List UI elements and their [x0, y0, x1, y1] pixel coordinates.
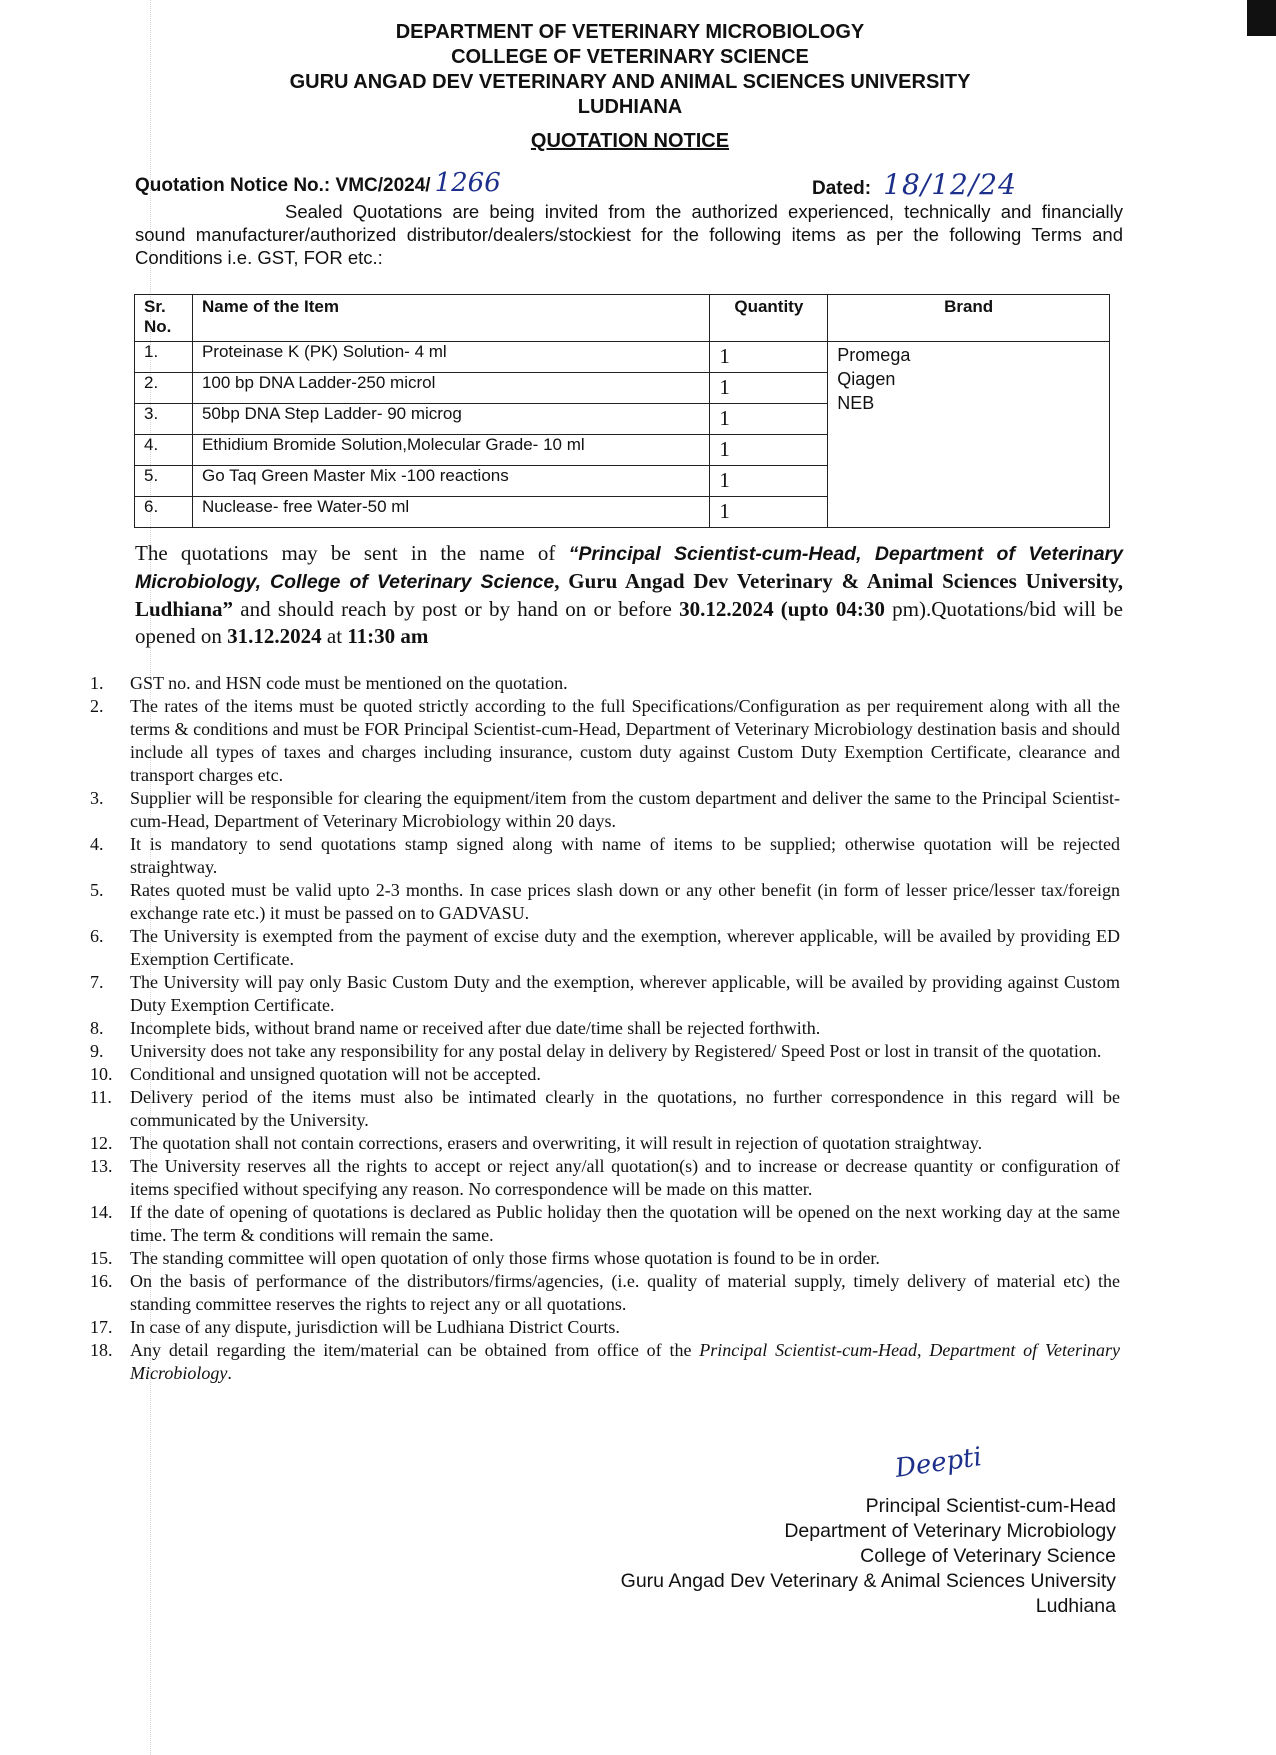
date-handwritten: 18/12/24 [883, 168, 1017, 201]
brand-neb: NEB [837, 393, 875, 413]
quotation-number-label: Quotation Notice No.: VMC/2024/ [135, 175, 431, 196]
submission-university: , Guru Angad Dev Veterinary & Animal Sciences University, Ludhiana” [135, 569, 1123, 621]
term-text: The University is exempted from the payment of excise duty and the exemption, wherever applicable, will be availed by providing ED Exemption Certificate. [130, 926, 1120, 969]
term-number: 1. [90, 673, 104, 693]
row-item-name: 100 bp DNA Ladder-250 microl [192, 373, 709, 404]
term-text: The University will pay only Basic Custom Duty and the exemption, wherever applicable, will be availed by providing against Custom Duty Exemption Certificate. [130, 972, 1120, 1015]
brand-cell [828, 342, 1110, 528]
term-item [80, 1316, 1120, 1339]
term-text: Delivery period of the items must also be intimated clearly in the quotations, no further correspondence in this regard will be communicated by the University. [130, 1087, 1120, 1130]
term-text: The rates of the items must be quoted strictly according to the full Specifications/Configuration as per requirement along with all the terms & conditions and must be FOR Principal Scientist-cum-Head, Department of Veterinary Microbiology destination basis and should include all types of taxes and charges including insurance, custom duty against Custom Duty Exemption Certificate, clearance and transport charges etc. [130, 696, 1120, 785]
row-item-name: Ethidium Bromide Solution,Molecular Grade- 10 ml [192, 435, 709, 466]
term-item [80, 1040, 1120, 1063]
signatory-title: Principal Scientist-cum-Head [865, 1495, 1116, 1517]
term-text: GST no. and HSN code must be mentioned on the quotation. [130, 673, 568, 693]
term-text: The University reserves all the rights to accept or reject any/all quotation(s) and to increase or decrease quantity or configuration of items specified without specifying any reason. No correspondence will be made on this matter. [130, 1156, 1120, 1199]
row-sr: 2. [135, 373, 193, 404]
row-quantity: 1 [710, 404, 828, 435]
row-sr: 4. [135, 435, 193, 466]
submission-open-date: 31.12.2024 [227, 624, 322, 648]
term-text: The quotation shall not contain corrections, erasers and overwriting, it will result in rejection of quotation straightway. [130, 1133, 983, 1153]
row-sr: 3. [135, 404, 193, 435]
letterhead-university: GURU ANGAD DEV VETERINARY AND ANIMAL SCIENCES UNIVERSITY [289, 71, 971, 93]
submission-paragraph [135, 540, 1123, 650]
term-italic-text: Principal Scientist-cum-Head, Department of Veterinary Microbiology [130, 1340, 1120, 1383]
term-number: 3. [90, 788, 104, 808]
term-number: 11. [90, 1087, 112, 1107]
brand-promega: Promega [837, 345, 911, 365]
term-number: 7. [90, 972, 104, 992]
signatory-department: Department of Veterinary Microbiology [784, 1520, 1116, 1542]
quotation-number [135, 168, 501, 198]
handwritten-signature: Deepti [893, 1442, 984, 1484]
header-item-name: Name of the Item [192, 295, 709, 342]
letterhead [0, 20, 1260, 120]
term-item [80, 1270, 1120, 1316]
row-quantity: 1 [710, 466, 828, 497]
term-number: 9. [90, 1041, 104, 1061]
signatory-college: College of Veterinary Science [860, 1545, 1116, 1567]
letterhead-college: COLLEGE OF VETERINARY SCIENCE [451, 46, 809, 68]
signatory-university: Guru Angad Dev Veterinary & Animal Sciences University [620, 1570, 1116, 1592]
date-label: Dated: [812, 178, 872, 199]
quotation-date [812, 168, 1017, 201]
header-quantity: Quantity [710, 295, 828, 342]
row-item-name: Go Taq Green Master Mix -100 reactions [192, 466, 709, 497]
table-row [135, 342, 1110, 373]
term-item [80, 1086, 1120, 1132]
term-item [80, 672, 1120, 695]
term-item [80, 1063, 1120, 1086]
table-header-row [135, 295, 1110, 342]
submission-deadline: 30.12.2024 (upto 04:30 [679, 597, 885, 621]
term-text: The standing committee will open quotation of only those firms whose quotation is found to be in order. [130, 1248, 880, 1268]
term-text: Incomplete bids, without brand name or received after due date/time shall be rejected forthwith. [130, 1018, 821, 1038]
term-number: 18. [90, 1340, 113, 1360]
submission-addressee: “Principal Scientist-cum-Head, Department of Veterinary Microbiology, College of Veterinary Science [135, 543, 1123, 593]
term-number: 15. [90, 1248, 113, 1268]
signatory-city: Ludhiana [1035, 1595, 1116, 1617]
header-sr-no: Sr. No. [135, 295, 193, 342]
term-text: Conditional and unsigned quotation will not be accepted. [130, 1064, 541, 1084]
row-quantity: 1 [710, 435, 828, 466]
term-end: . [227, 1363, 232, 1383]
term-text: In case of any dispute, jurisdiction will be Ludhiana District Courts. [130, 1317, 620, 1337]
term-number: 16. [90, 1271, 113, 1291]
term-number: 4. [90, 834, 104, 854]
term-item [80, 1132, 1120, 1155]
row-item-name: Proteinase K (PK) Solution- 4 ml [192, 342, 709, 373]
term-text: If the date of opening of quotations is declared as Public holiday then the quotation will be opened on the next working day at the same time. The term & conditions will remain the same. [130, 1202, 1120, 1245]
row-quantity: 1 [710, 497, 828, 528]
header-brand: Brand [828, 295, 1110, 342]
term-item [80, 1017, 1120, 1040]
notice-title: QUOTATION NOTICE [530, 130, 730, 152]
term-number: 8. [90, 1018, 104, 1038]
terms-list [80, 672, 1120, 1385]
intro-paragraph: Sealed Quotations are being invited from the authorized experienced, technically and financially sound manufacturer/authorized distributor/dealers/stockiest for the following items as per the following Terms and Conditions i.e. GST, FOR etc.: [135, 201, 1123, 268]
term-number: 6. [90, 926, 104, 946]
term-item [80, 925, 1120, 971]
row-sr: 6. [135, 497, 193, 528]
submission-text-2: and should reach by post or by hand on or before [233, 597, 680, 621]
term-text: Rates quoted must be valid upto 2-3 months. In case prices slash down or any other benefit (in form of lesser price/lesser tax/foreign exchange rate etc.) it must be passed on to GADVASU. [130, 880, 1120, 923]
term-item [80, 787, 1120, 833]
letterhead-city: LUDHIANA [577, 96, 683, 118]
term-text: Any detail regarding the item/material can be obtained from office of the [130, 1340, 700, 1360]
term-text: Supplier will be responsible for clearing the equipment/item from the custom department and deliver the same to the Principal Scientist-cum-Head, Department of Veterinary Microbiology within 20 days. [130, 788, 1120, 831]
term-item [80, 1201, 1120, 1247]
term-number: 13. [90, 1156, 113, 1176]
term-item [80, 695, 1120, 787]
submission-open-time: 11:30 am [347, 624, 429, 648]
row-sr: 5. [135, 466, 193, 497]
row-quantity: 1 [710, 342, 828, 373]
row-item-name: 50bp DNA Step Ladder- 90 microg [192, 404, 709, 435]
term-text: It is mandatory to send quotations stamp signed along with name of items to be supplied; otherwise quotation will be rejected straightway. [130, 834, 1120, 877]
term-number: 17. [90, 1317, 113, 1337]
term-number: 10. [90, 1064, 113, 1084]
items-table [134, 294, 1110, 528]
term-number: 5. [90, 880, 104, 900]
quotation-number-handwritten: 1266 [434, 168, 501, 198]
letterhead-department: DEPARTMENT OF VETERINARY MICROBIOLOGY [395, 21, 865, 43]
row-item-name: Nuclease- free Water-50 ml [192, 497, 709, 528]
term-number: 2. [90, 696, 104, 716]
term-text: University does not take any responsibility for any postal delay in delivery by Registered/ Speed Post or lost in transit of the quotation. [130, 1041, 1102, 1061]
row-quantity: 1 [710, 373, 828, 404]
term-item [80, 879, 1120, 925]
row-sr: 1. [135, 342, 193, 373]
submission-text-3: pm).Quotations/bid will be opened on [135, 597, 1123, 648]
term-item [80, 971, 1120, 1017]
term-text: On the basis of performance of the distributors/firms/agencies, (i.e. quality of material supply, timely delivery of material etc) the standing committee reserves the rights to reject any or all quotations. [130, 1271, 1120, 1314]
signature-block [621, 1494, 1116, 1619]
term-item [80, 1247, 1120, 1270]
submission-text-1: The quotations may be sent in the name of [135, 541, 569, 565]
brand-qiagen: Qiagen [837, 369, 896, 389]
term-number: 12. [90, 1133, 113, 1153]
term-item [80, 1339, 1120, 1385]
term-item [80, 833, 1120, 879]
term-item [80, 1155, 1120, 1201]
submission-text-4: at [321, 624, 348, 648]
term-number: 14. [90, 1202, 113, 1222]
